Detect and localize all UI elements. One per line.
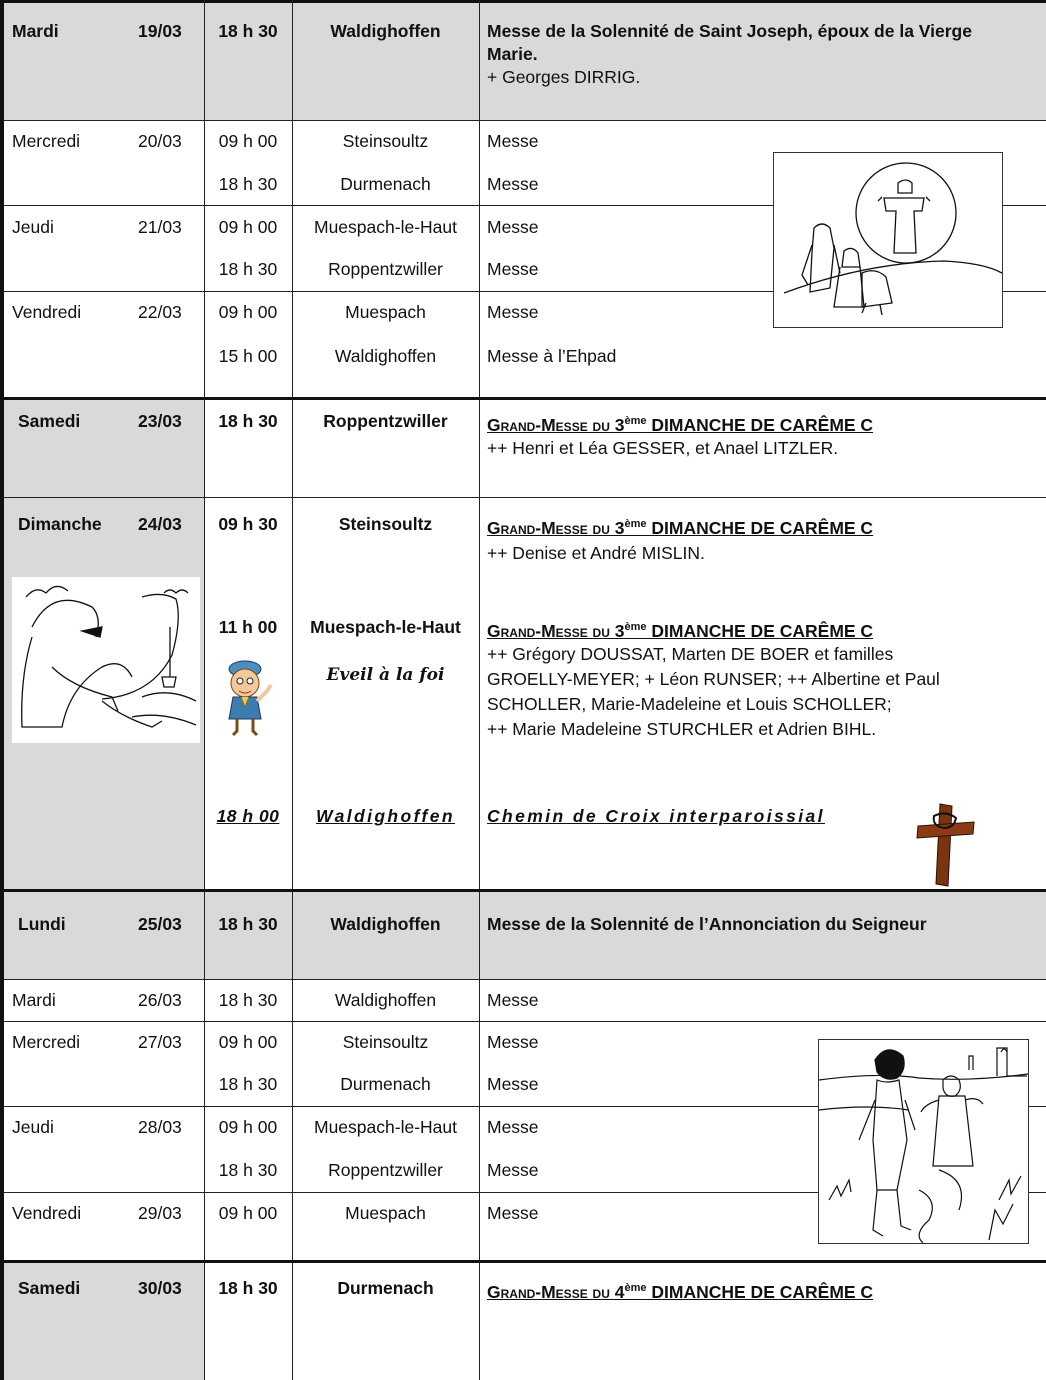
mass-label: Messe xyxy=(487,131,539,151)
celebration-title xyxy=(487,617,873,642)
mass-label: Messe xyxy=(487,1160,539,1180)
col-divider-place xyxy=(479,0,480,1380)
celebration-title: Marie. xyxy=(487,44,538,64)
mass-intention: ++ Denise et André MISLIN. xyxy=(487,543,705,563)
farmer-digging-illustration xyxy=(12,577,200,743)
time-label: 18 h 30 xyxy=(218,990,278,1010)
day-label: Jeudi xyxy=(12,217,54,237)
row-divider xyxy=(4,979,1046,980)
time-label: 09 h 00 xyxy=(218,1117,278,1137)
title-suffix: DIMANCHE DE CARÊME C xyxy=(646,620,874,641)
mass-intention: + Georges DIRRIG. xyxy=(487,67,641,87)
place-label: Roppentzwiller xyxy=(328,1160,443,1180)
place-label: Muespach-le-Haut xyxy=(310,617,461,637)
mass-label: Messe xyxy=(487,302,539,322)
time-label: 18 h 30 xyxy=(218,1278,278,1298)
time-label: 11 h 00 xyxy=(218,617,278,637)
title-prefix: Grand-Messe du 4 xyxy=(487,1281,625,1302)
mass-label: Messe xyxy=(487,217,539,237)
date-label: 23/03 xyxy=(138,411,182,431)
row-divider xyxy=(4,1021,1046,1022)
date-label: 30/03 xyxy=(138,1278,182,1298)
mass-label: Messe xyxy=(487,1117,539,1137)
time-label: 09 h 30 xyxy=(218,514,278,534)
place-label: Durmenach xyxy=(337,1278,434,1298)
time-label: 09 h 00 xyxy=(218,217,278,237)
day-label: Mercredi xyxy=(12,131,81,151)
celebration-title xyxy=(487,514,873,539)
place-label: Roppentzwiller xyxy=(328,259,443,279)
time-label: 18 h 30 xyxy=(218,259,278,279)
title-suffix: DIMANCHE DE CARÊME C xyxy=(646,517,874,538)
mass-label: Messe xyxy=(487,259,539,279)
place-label: Waldighoffen xyxy=(316,806,455,826)
time-label: 09 h 00 xyxy=(218,302,278,322)
mass-label: Messe xyxy=(487,990,539,1010)
row-divider xyxy=(4,120,1046,121)
place-label: Durmenach xyxy=(340,1074,431,1094)
day-label: Samedi xyxy=(18,1278,81,1298)
row-divider xyxy=(4,889,1046,892)
celebration-title xyxy=(487,1278,873,1303)
celebration-title xyxy=(487,411,873,436)
time-label: 18 h 00 xyxy=(216,806,280,826)
title-suffix: DIMANCHE DE CARÊME C xyxy=(646,414,874,435)
row-divider xyxy=(4,1260,1046,1263)
title-superscript: ème xyxy=(624,518,647,530)
day-label: Mardi xyxy=(12,21,59,41)
title-superscript: ème xyxy=(624,621,647,633)
date-label: 19/03 xyxy=(138,21,182,41)
time-label: 15 h 00 xyxy=(218,346,278,366)
prodigal-son-illustration xyxy=(818,1039,1029,1244)
place-label: Muespach-le-Haut xyxy=(314,1117,457,1137)
title-prefix: Grand-Messe du 3 xyxy=(487,517,625,538)
row-divider xyxy=(4,397,1046,400)
time-label: 09 h 00 xyxy=(218,1032,278,1052)
place-label: Muespach-le-Haut xyxy=(314,217,457,237)
time-label: 18 h 30 xyxy=(218,174,278,194)
date-label: 28/03 xyxy=(138,1117,182,1137)
place-label: Steinsoultz xyxy=(342,131,429,151)
mass-intention: ++ Marie Madeleine STURCHLER et Adrien BIHL. xyxy=(487,719,877,739)
place-label: Steinsoultz xyxy=(342,1032,429,1052)
place-label: Waldighoffen xyxy=(330,914,441,934)
mass-label: Messe xyxy=(487,1074,539,1094)
time-label: 09 h 00 xyxy=(218,131,278,151)
mass-intention: ++ Grégory DOUSSAT, Marten DE BOER et familles xyxy=(487,644,894,664)
time-label: 18 h 30 xyxy=(218,914,278,934)
day-label: Vendredi xyxy=(12,302,82,322)
place-label: Waldighoffen xyxy=(330,21,441,41)
place-label: Muespach xyxy=(345,1203,426,1223)
place-label: Waldighoffen xyxy=(334,346,437,366)
date-label: 26/03 xyxy=(138,990,182,1010)
time-label: 18 h 30 xyxy=(218,1160,278,1180)
date-label: 22/03 xyxy=(138,302,182,322)
mass-label: Messe xyxy=(487,1203,539,1223)
title-superscript: ème xyxy=(624,415,647,427)
left-border xyxy=(0,0,4,1380)
title-suffix: DIMANCHE DE CARÊME C xyxy=(646,1281,874,1302)
place-label: Steinsoultz xyxy=(338,514,433,534)
day-label: Jeudi xyxy=(12,1117,54,1137)
time-label: 18 h 30 xyxy=(218,21,278,41)
date-label: 27/03 xyxy=(138,1032,182,1052)
title-superscript: ème xyxy=(624,1282,647,1294)
crucifix-icon xyxy=(912,798,978,888)
mass-intention: GROELLY-MEYER; + Léon RUNSER; ++ Albertine et Paul xyxy=(487,669,940,689)
place-label: Durmenach xyxy=(340,174,431,194)
child-mascot-icon xyxy=(219,655,279,737)
resurrection-illustration xyxy=(773,152,1003,328)
celebration-title: Messe de la Solennité de l’Annonciation du Seigneur xyxy=(487,914,927,934)
place-label: Muespach xyxy=(345,302,426,322)
mass-label: Messe à l’Ehpad xyxy=(487,346,617,366)
time-label: 18 h 30 xyxy=(218,411,278,431)
place-label: Waldighoffen xyxy=(334,990,437,1010)
day-label: Lundi xyxy=(18,914,66,934)
time-label: 18 h 30 xyxy=(218,1074,278,1094)
date-label: 25/03 xyxy=(138,914,182,934)
way-of-cross-title: Chemin de Croix interparoissial xyxy=(487,806,825,826)
title-prefix: Grand-Messe du 3 xyxy=(487,414,625,435)
day-label: Dimanche xyxy=(18,514,102,534)
title-prefix: Grand-Messe du 3 xyxy=(487,620,625,641)
mass-label: Messe xyxy=(487,174,539,194)
time-label: 09 h 00 xyxy=(218,1203,278,1223)
place-label: Roppentzwiller xyxy=(323,411,448,431)
day-label: Vendredi xyxy=(12,1203,82,1223)
mass-intention: SCHOLLER, Marie-Madeleine et Louis SCHOLLER; xyxy=(487,694,892,714)
date-label: 20/03 xyxy=(138,131,182,151)
date-label: 21/03 xyxy=(138,217,182,237)
date-label: 24/03 xyxy=(138,514,182,534)
top-border xyxy=(4,0,1046,3)
day-label: Mardi xyxy=(12,990,56,1010)
date-label: 29/03 xyxy=(138,1203,182,1223)
mass-intention: ++ Henri et Léa GESSER, et Anael LITZLER. xyxy=(487,438,839,458)
mass-label: Messe xyxy=(487,1032,539,1052)
eveil-foi-note: Eveil à la foi xyxy=(326,665,445,685)
celebration-title: Messe de la Solennité de Saint Joseph, époux de la Vierge xyxy=(487,21,972,41)
day-label: Samedi xyxy=(18,411,81,431)
day-label: Mercredi xyxy=(12,1032,81,1052)
row-divider xyxy=(4,497,1046,498)
